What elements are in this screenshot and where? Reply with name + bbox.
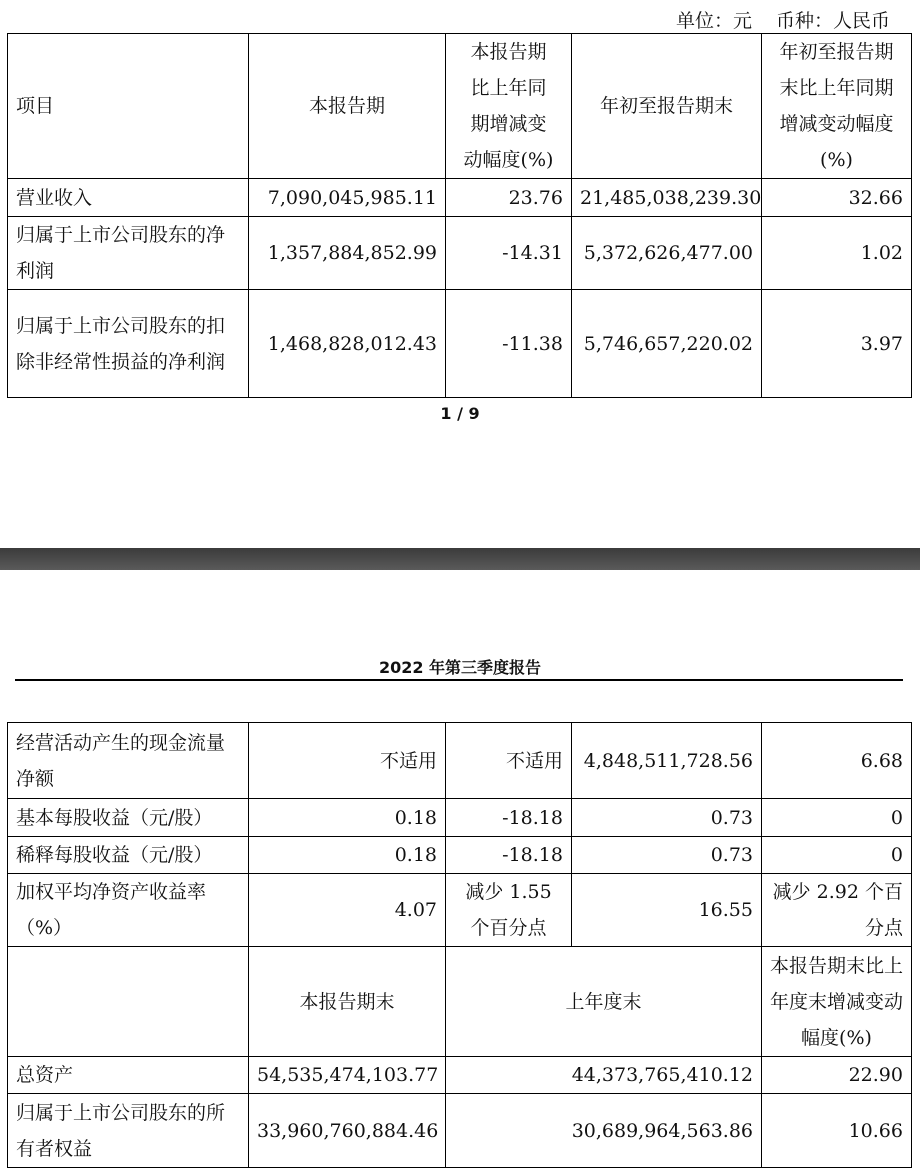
row-period-end: 54,535,474,103.77: [249, 1057, 446, 1094]
row-ytd: 16.55: [572, 874, 762, 947]
page-number: 1 / 9: [440, 404, 480, 423]
header-balance-change: 本报告期末比上年度末增减变动幅度(%): [762, 947, 912, 1057]
row-ytd: 0.73: [572, 799, 762, 837]
row-current: 7,090,045,985.11: [249, 179, 446, 217]
row-current: 1,357,884,852.99: [249, 217, 446, 290]
financial-table-page2: [7, 722, 912, 1168]
row-ytd: 0.73: [572, 837, 762, 874]
row-ytd-change: 3.97: [762, 290, 912, 398]
header-last-year-end: 上年度末: [446, 947, 762, 1057]
row-change: -18.18: [446, 799, 572, 837]
row-item: 归属于上市公司股东的所有者权益: [8, 1094, 249, 1168]
row-change: -18.18: [446, 837, 572, 874]
row-item: 营业收入: [8, 179, 249, 217]
row-current: 0.18: [249, 837, 446, 874]
unit-line: [676, 6, 890, 33]
row-item: 归属于上市公司股东的净利润: [8, 217, 249, 290]
row-ytd-change: 6.68: [762, 723, 912, 799]
financial-table-page1: [7, 33, 912, 398]
row-period-end: 33,960,760,884.46: [249, 1094, 446, 1168]
header-rule: [15, 679, 903, 681]
table-row: [8, 217, 912, 290]
row-current: 1,468,828,012.43: [249, 290, 446, 398]
unit-label: 单位：元: [675, 10, 752, 32]
balance-header-row: [8, 947, 912, 1057]
row-item: 基本每股收益（元/股）: [8, 799, 249, 837]
header-period-end: 本报告期末: [249, 947, 446, 1057]
row-current: 不适用: [249, 723, 446, 799]
row-balance-change: 10.66: [762, 1094, 912, 1168]
row-ytd-change: 减少 2.92 个百分点: [762, 874, 912, 947]
table-row: [8, 1094, 912, 1168]
row-last-year-end: 30,689,964,563.86: [446, 1094, 762, 1168]
row-balance-change: 22.90: [762, 1057, 912, 1094]
table-row: [8, 723, 912, 799]
balance-header-blank: [8, 947, 249, 1057]
row-ytd-change: 1.02: [762, 217, 912, 290]
row-current: 4.07: [249, 874, 446, 947]
row-change: -14.31: [446, 217, 572, 290]
row-ytd-change: 0: [762, 799, 912, 837]
row-ytd-change: 32.66: [762, 179, 912, 217]
row-item: 总资产: [8, 1057, 249, 1094]
row-ytd: 5,746,657,220.02: [572, 290, 762, 398]
header-current-period: 本报告期: [249, 34, 446, 179]
header-current-change: 本报告期 比上年同 期增减变 动幅度(%): [446, 34, 572, 179]
table-header-row: [8, 34, 912, 179]
row-change: 减少 1.55 个百分点: [446, 874, 572, 947]
row-ytd-change: 0: [762, 837, 912, 874]
row-change: -11.38: [446, 290, 572, 398]
row-change: 不适用: [446, 723, 572, 799]
currency-label: 币种：人民币: [775, 10, 890, 32]
row-ytd: 21,485,038,239.30: [572, 179, 762, 217]
row-ytd: 5,372,626,477.00: [572, 217, 762, 290]
row-item: 加权平均净资产收益率（%）: [8, 874, 249, 947]
row-ytd: 4,848,511,728.56: [572, 723, 762, 799]
table-row: [8, 837, 912, 874]
table-row: [8, 1057, 912, 1094]
table-row: [8, 874, 912, 947]
header-item: 项目: [8, 34, 249, 179]
row-current: 0.18: [249, 799, 446, 837]
header-ytd-change: 年初至报告期 末比上年同期 增减变动幅度 (%): [762, 34, 912, 179]
table-row: [8, 799, 912, 837]
table-row: [8, 179, 912, 217]
table-row: [8, 290, 912, 398]
row-change: 23.76: [446, 179, 572, 217]
row-item: 经营活动产生的现金流量净额: [8, 723, 249, 799]
row-item: 稀释每股收益（元/股）: [8, 837, 249, 874]
page-divider: [0, 548, 920, 570]
header-ytd: 年初至报告期末: [572, 34, 762, 179]
row-item: 归属于上市公司股东的扣除非经常性损益的净利润: [8, 290, 249, 398]
row-last-year-end: 44,373,765,410.12: [446, 1057, 762, 1094]
report-title: 2022 年第三季度报告: [378, 658, 542, 677]
